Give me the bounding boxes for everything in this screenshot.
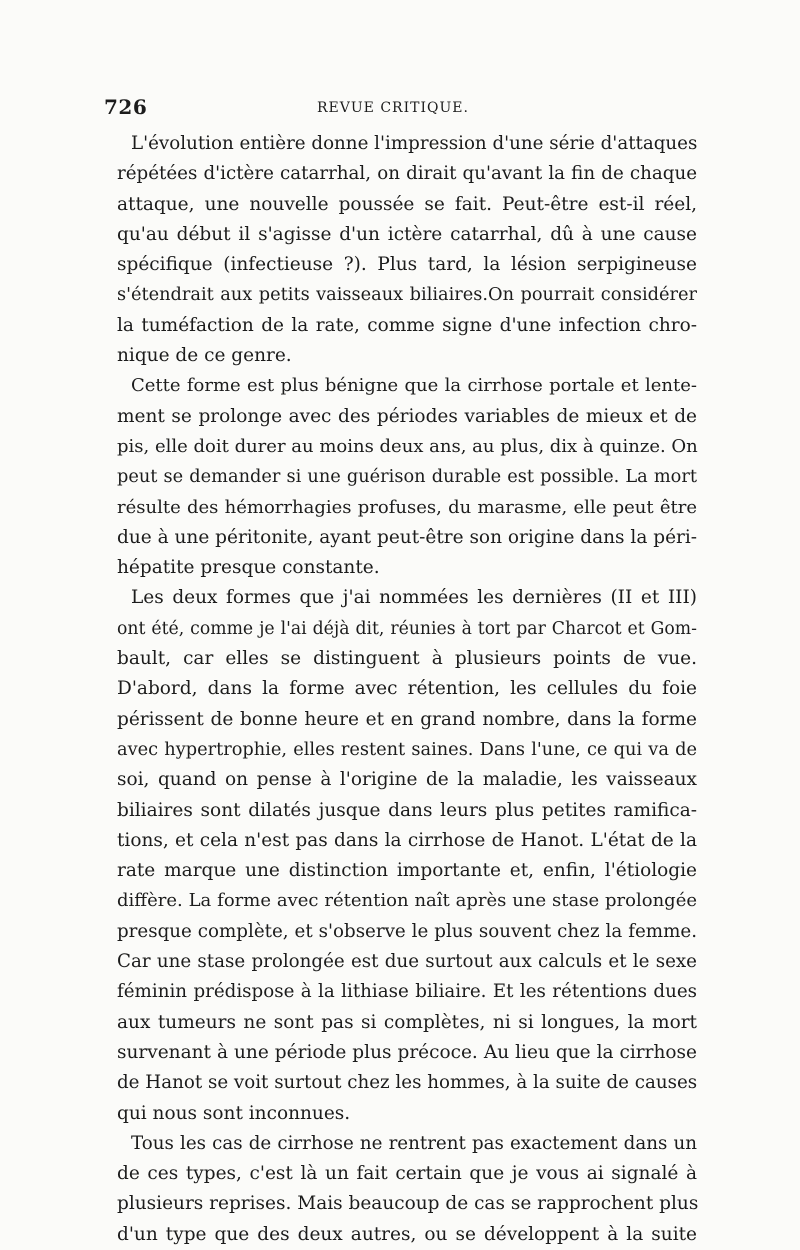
page-number: 726: [104, 95, 148, 119]
text-line: d'un type que des deux autres, ou se développent à la suite: [117, 1223, 697, 1245]
text-line: diffère. La forme avec rétention naît après une stase prolongée: [117, 890, 697, 912]
text-line: aux tumeurs ne sont pas si complètes, ni si longues, la mort: [117, 1011, 697, 1033]
text-line: répétées d'ictère catarrhal, on dirait qu'avant la fin de chaque: [117, 163, 697, 185]
text-line: ont été, comme je l'ai déjà dit, réunies à tort par Charcot et Gom-: [117, 618, 697, 639]
text-line: rate marque une distinction importante et, enfin, l'étiologie: [117, 860, 697, 882]
text-line: plusieurs reprises. Mais beaucoup de cas se rapprochent plus: [117, 1193, 699, 1215]
text-line: soi, quand on pense à l'origine de la maladie, les vaisseaux: [117, 769, 697, 791]
text-line: presque complète, et s'observe le plus souvent chez la femme.: [117, 920, 697, 942]
text-line: attaque, une nouvelle poussée se fait. Peut-être est-il réel,: [117, 193, 697, 215]
text-line: peut se demander si une guérison durable est possible. La mort: [117, 467, 697, 488]
text-line: survenant à une période plus précoce. Au lieu que la cirrhose: [117, 1041, 697, 1063]
text-line: tions, et cela n'est pas dans la cirrhose de Hanot. L'état de la: [117, 829, 697, 851]
text-line: de Hanot se voit surtout chez les hommes, à la suite de causes: [117, 1072, 698, 1094]
page-header: [104, 95, 700, 121]
text-line: biliaires sont dilatés jusque dans leurs plus petites ramifica-: [117, 799, 697, 821]
text-line: hépatite presque constante.: [117, 557, 380, 579]
text-line: due à une péritonite, ayant peut-être son origine dans la péri-: [117, 526, 698, 548]
text-line: Les deux formes que j'ai nommées les dernières (II et III): [131, 587, 697, 609]
text-line: spécifique (infectieuse ?). Plus tard, la lésion serpigineuse: [117, 254, 697, 276]
text-line: qu'au début il s'agisse d'un ictère catarrhal, dû à une cause: [117, 223, 697, 245]
text-line: avec hypertrophie, elles restent saines. Dans l'une, ce qui va de: [117, 739, 697, 760]
text-line: ment se prolonge avec des périodes variables de mieux et de: [117, 405, 697, 427]
text-line: Car une stase prolongée est due surtout aux calculs et le sexe: [117, 951, 697, 973]
text-line: résulte des hémorrhagies profuses, du marasme, elle peut être: [117, 496, 697, 518]
body-text: [117, 129, 697, 1250]
text-line: de ces types, c'est là un fait certain que je vous ai signalé à: [117, 1163, 697, 1185]
text-line: périssent de bonne heure et en grand nombre, dans la forme: [117, 708, 697, 730]
running-head: REVUE CRITIQUE.: [317, 100, 469, 116]
text-line: la tuméfaction de la rate, comme signe d'une infection chro-: [117, 314, 697, 336]
text-line: Cette forme est plus bénigne que la cirrhose portale et lente-: [131, 375, 697, 397]
text-line: s'étendrait aux petits vaisseaux biliaires.On pourrait considérer: [117, 285, 697, 306]
text-line: qui nous sont inconnues.: [117, 1102, 351, 1124]
text-line: bault, car elles se distinguent à plusieurs points de vue.: [117, 648, 697, 670]
text-line: nique de ce genre.: [117, 345, 292, 367]
text-line: L'évolution entière donne l'impression d'une série d'attaques: [131, 133, 698, 154]
text-line: Tous les cas de cirrhose ne rentrent pas exactement dans un: [131, 1132, 697, 1154]
text-line: D'abord, dans la forme avec rétention, les cellules du foie: [117, 678, 697, 700]
text-line: féminin prédispose à la lithiase biliaire. Et les rétentions dues: [117, 981, 697, 1003]
text-line: pis, elle doit durer au moins deux ans, au plus, dix à quinze. On: [117, 435, 698, 457]
